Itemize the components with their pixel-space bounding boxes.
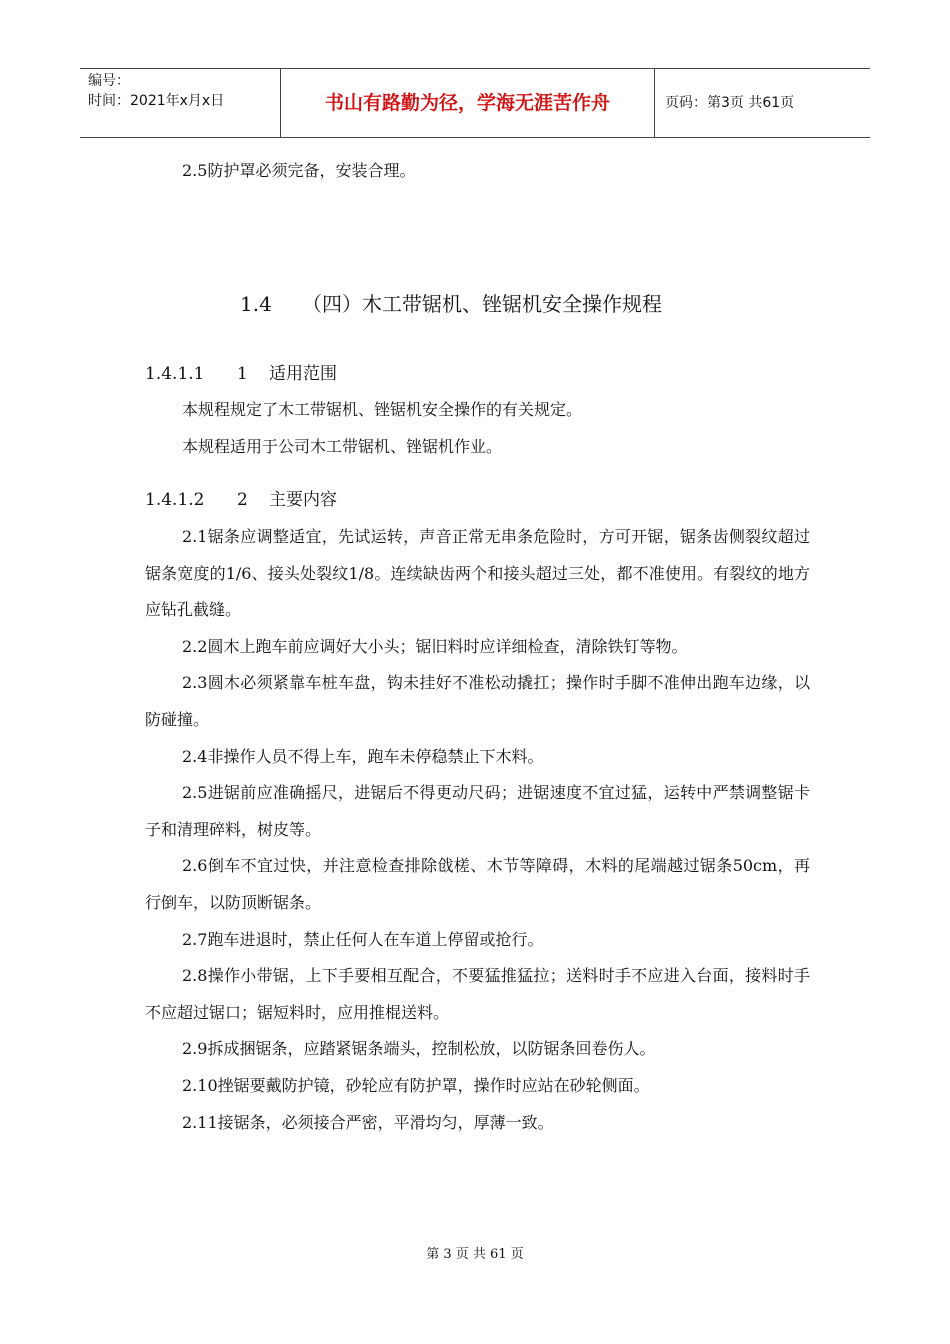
paragraph: 2.2圆木上跑车前应调好大小头；锯旧料时应详细检查，清除铁钉等物。 [182,636,688,656]
paragraph: 2.6倒车不宜过快，并注意检查排除戗槎、木节等障碍，木料的尾端越过锯条50cm，再行倒车，以防顶断锯条。 [145,856,810,912]
document-date-label: 时间：2021年x月x日 [88,93,225,109]
paragraph: 2.10挫锯要戴防护镜，砂轮应有防护罩，操作时应站在砂轮侧面。 [182,1075,650,1095]
paragraph: 2.11接锯条，必须接合严密，平滑均匀，厚薄一致。 [182,1112,554,1132]
header-page-label: 页码：第3页 共61页 [665,95,795,111]
subsection-1-body [145,392,810,465]
document-number-label: 编号： [88,73,130,89]
subsection-2-body [145,519,810,1141]
paragraph: 2.5进锯前应准确摇尺，进锯后不得更动尺码；进锯速度不宜过猛，运转中严禁调整锯卡子和清理碎料，树皮等。 [145,783,810,839]
section-number: 1.4 [240,292,272,316]
section-heading [240,290,662,318]
paragraph: 本规程规定了木工带锯机、锉锯机安全操作的有关规定。 [182,400,583,419]
paragraph: 2.9拆成捆锯条，应踏紧锯条端头，控制松放，以防锯条回卷伤人。 [182,1039,656,1059]
subsection-title: 主要内容 [269,490,337,510]
paragraph: 2.4非操作人员不得上车，跑车未停稳禁止下木料。 [182,746,544,766]
page-footer: 第 3 页 共 61 页 [426,1247,524,1262]
subsection-heading-2 [145,488,337,512]
subsection-heading-1 [145,362,337,386]
subsection-index: 2 [237,490,248,510]
header-motto: 书山有路勤为径，学海无涯苦作舟 [281,69,655,137]
subsection-title: 适用范围 [269,364,337,384]
paragraph: 2.1锯条应调整适宜，先试运转，声音正常无串条危险时，方可开锯，锯条齿侧裂纹超过锯条宽度的1/6、接头处裂纹1/8。连续缺齿两个和接头超过三处，都不准使用。有裂纹的地方应钻孔截缝。 [145,527,810,620]
paragraph: 本规程适用于公司木工带锯机、锉锯机作业。 [182,436,503,456]
subsection-number: 1.4.1.2 [145,490,205,510]
intro-line: 2.5防护罩必须完备，安装合理。 [182,161,416,180]
section-title: （四）木工带锯机、锉锯机安全操作规程 [302,292,662,316]
page-header [80,68,870,138]
subsection-number: 1.4.1.1 [145,364,205,384]
paragraph: 2.3圆木必须紧靠车桩车盘，钩未挂好不准松动撬扛；操作时手脚不准伸出跑车边缘，以防碰撞。 [145,673,810,729]
subsection-index: 1 [237,364,248,384]
paragraph: 2.8操作小带锯，上下手要相互配合，不要猛推猛拉；送料时手不应进入台面，接料时手不应超过锯口；锯短料时，应用推棍送料。 [145,966,810,1022]
header-meta-cell [80,69,281,137]
paragraph: 2.7跑车进退时，禁止任何人在车道上停留或抢行。 [182,929,544,949]
